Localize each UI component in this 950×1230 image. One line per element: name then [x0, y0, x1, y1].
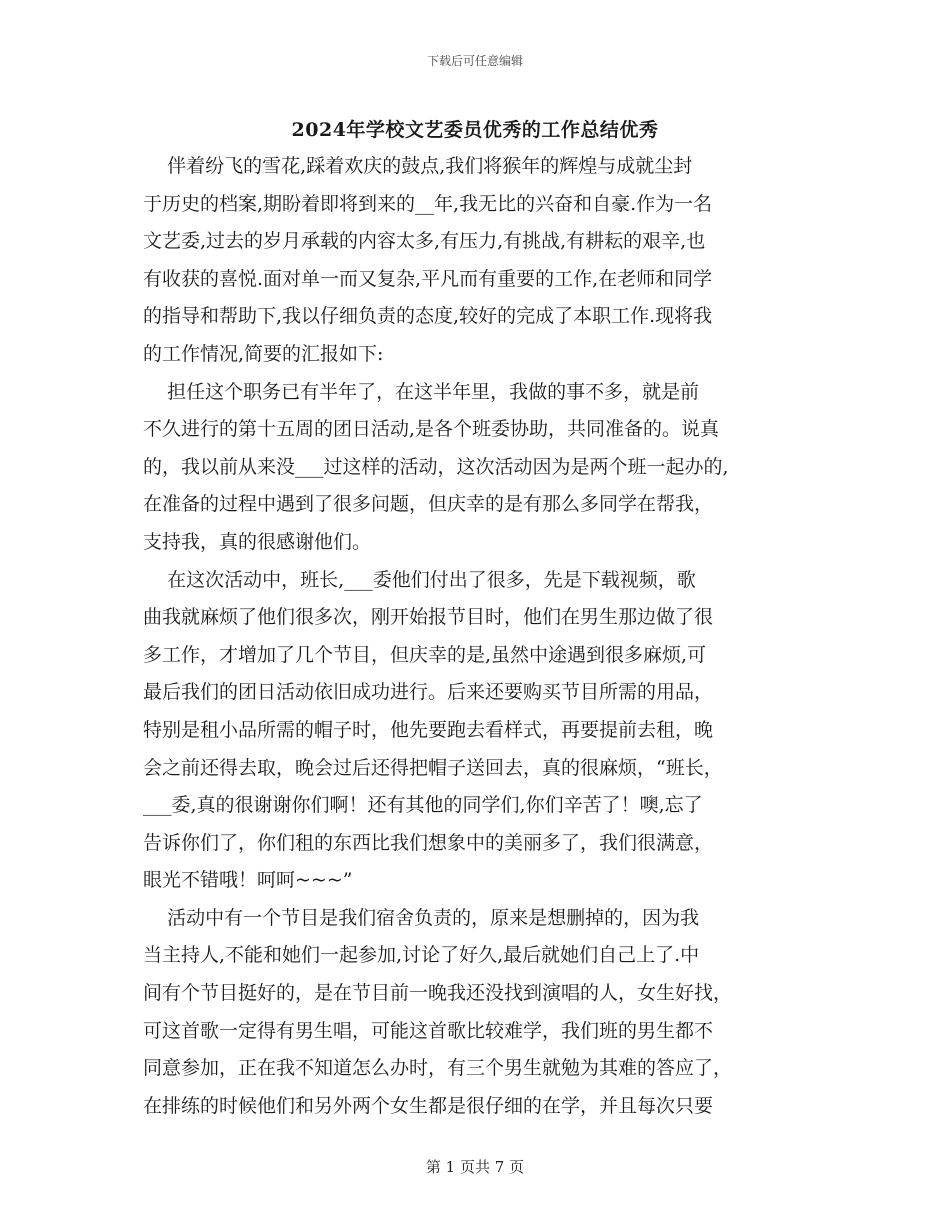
text-line: 不久进行的第十五周的团日活动,是各个班委协助，共同准备的。说真 — [143, 418, 720, 441]
paragraph-2 — [143, 374, 810, 562]
page-footer: 第 1 页共 7 页 — [425, 1158, 525, 1176]
text-line: 告诉你们了，你们租的东西比我们想象中的美丽多了，我们很满意， — [143, 831, 714, 854]
text-line: 可这首歌一定得有男生唱，可能这首歌比较难学，我们班的男生都不 — [143, 1019, 714, 1042]
text-line: 当主持人,不能和她们一起参加,讨论了好久,最后就她们自己上了.中 — [143, 944, 700, 967]
text-line: 同意参加，正在我不知道怎么办时，有三个男生就勉为其难的答应了， — [143, 1057, 733, 1080]
text-line: 活动中有一个节目是我们宿舍负责的，原来是想删掉的，因为我 — [143, 906, 700, 929]
text-line: 最后我们的团日活动依旧成功进行。后来还要购买节目所需的用品， — [143, 681, 714, 704]
text-line: 在准备的过程中遇到了很多问题，但庆幸的是有那么多同学在帮我， — [143, 493, 714, 516]
text-line: 支持我，真的很感谢他们。 — [143, 530, 372, 553]
text-line: 眼光不错哦！呵呵~~~” — [143, 869, 353, 892]
text-line: 的指导和帮助下,我以仔细负责的态度,较好的完成了本职工作.现将我 — [143, 305, 713, 328]
text-line: ___委,真的很谢谢你们啊！还有其他的同学们,你们辛苦了！噢,忘了 — [143, 794, 703, 817]
text-line: 会之前还得去取，晚会过后还得把帽子送回去，真的很麻烦，“班长， — [143, 756, 723, 779]
text-line: 伴着纷飞的雪花,踩着欢庆的鼓点,我们将猴年的辉煌与成就尘封 — [143, 155, 693, 177]
text-line: 在这次活动中，班长,___委他们付出了很多，先是下载视频，歌 — [143, 568, 696, 591]
page-header: 下载后可任意编辑 — [426, 54, 523, 68]
text-line: 的，我以前从来没___过这样的活动，这次活动因为是两个班一起办的, — [143, 455, 729, 478]
text-line: 在排练的时候他们和另外两个女生都是很仔细的在学，并且每次只要 — [143, 1094, 714, 1117]
document-title: 2024年学校文艺委员优秀的工作总结优秀 — [291, 119, 659, 141]
text-line: 于历史的档案,期盼着即将到来的__年,我无比的兴奋和自豪.作为一名 — [143, 192, 713, 215]
text-line: 间有个节目挺好的，是在节目前一晚我还没找到演唱的人，女生好找， — [143, 982, 733, 1005]
text-line: 有收获的喜悦.面对单一而又复杂,平凡而有重要的工作,在老师和同学 — [143, 267, 713, 290]
text-line: 担任这个职务已有半年了，在这半年里，我做的事不多，就是前 — [143, 380, 700, 403]
paragraph-1 — [143, 148, 810, 374]
text-line: 的工作情况,简要的汇报如下: — [143, 342, 384, 365]
text-line: 文艺委,过去的岁月承载的内容太多,有压力,有挑战,有耕耘的艰辛,也 — [143, 230, 706, 253]
text-line: 多工作，才增加了几个节目，但庆幸的是,虽然中途遇到很多麻烦,可 — [143, 643, 707, 666]
document-body — [143, 148, 810, 1125]
paragraph-3 — [143, 562, 810, 900]
text-line: 曲我就麻烦了他们很多次，刚开始报节目时，他们在男生那边做了很 — [143, 606, 714, 629]
paragraph-4 — [143, 900, 810, 1126]
text-line: 特别是租小品所需的帽子时，他先要跑去看样式，再要提前去租，晚 — [143, 718, 714, 741]
